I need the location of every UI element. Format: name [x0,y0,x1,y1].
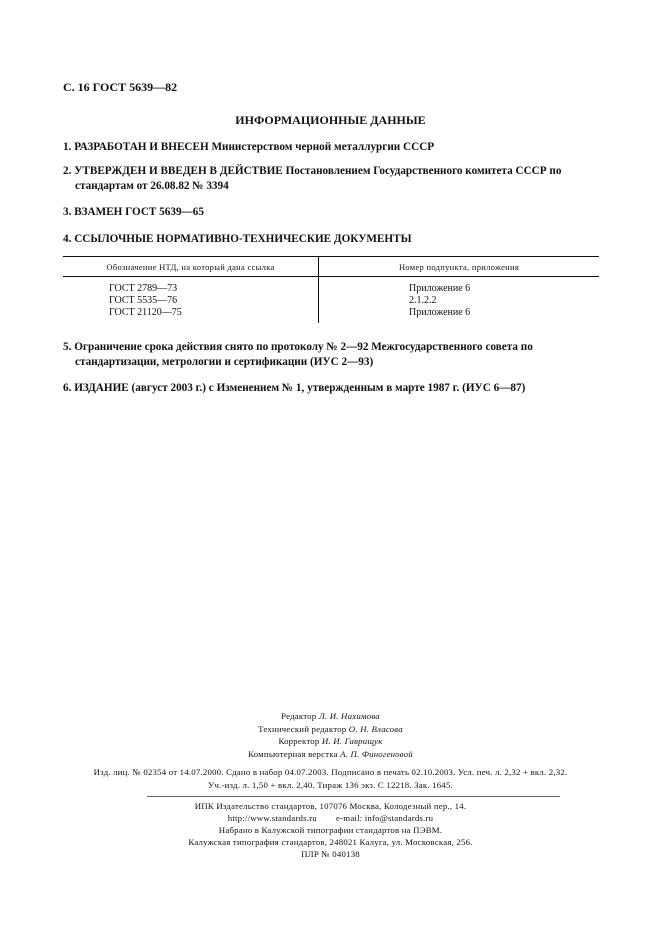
doc-ref-2: ГОСТ 5535—76 [109,295,178,306]
publisher-line-5: ПЛР № 040138 [301,849,360,859]
table-header-row [63,257,599,277]
credit-editor [0,710,661,723]
info-item-1-text: Министерством черной металлургии СССР [211,141,435,153]
document-cell [63,277,319,324]
info-item-5: 5. Ограничение срока действия снято по протоколу № 2—92 Межгосударственного совета по стандартизации, метрологии и сертификации (ИУС 2—93) [63,341,533,368]
info-item-2-label: 2. УТВЕРЖДЕН И ВВЕДЕН В ДЕЙСТВИЕ [63,165,283,177]
credit-layout-name: А. П. Финогеновой [340,748,413,759]
print-info-line-2: Уч.-изд. л. 1,50 + вкл. 2,40. Тираж 136 экз. С 12218. Зак. 1645. [208,779,453,790]
column-header-clause: Номер подпункта, приложения [319,257,600,277]
info-item-1-label: 1. РАЗРАБОТАН И ВНЕСЕН [63,141,209,153]
credit-corrector-role: Корректор [278,736,320,746]
clause-cell [319,277,600,324]
document-title: ИНФОРМАЦИОННЫЕ ДАННЫЕ [235,113,426,127]
info-item-1 [63,140,434,155]
info-item-3: 3. ВЗАМЕН ГОСТ 5639—65 [63,206,204,218]
column-header-document: Обозначение НТД, на который дана ссылка [63,257,319,277]
credit-corrector [0,735,661,748]
clause-ref-3: Приложение 6 [409,307,471,318]
credit-tech-editor [0,723,661,736]
publisher-line-2: http://www.standards.ru e-mail: info@standards.ru [227,813,434,823]
reference-documents-table [63,256,599,323]
credit-layout-role: Компьютерная верстка [248,748,338,759]
info-item-4: 4. ССЫЛОЧНЫЕ НОРМАТИВНО-ТЕХНИЧЕСКИЕ ДОКУМЕНТЫ [63,233,412,245]
doc-ref-3: ГОСТ 21120—75 [109,307,182,318]
publisher-block [0,800,661,860]
print-info-block [0,766,661,791]
info-item-2-text: Постановлением Государственного комитета СССР по стандартам от 26.08.82 № 3394 [75,165,562,192]
clause-ref-2: 2.1.2.2 [409,295,437,306]
page-header: С. 16 ГОСТ 5639—82 [63,80,178,94]
info-item-6: 6. ИЗДАНИЕ (август 2003 г.) с Изменением № 1, утвержденным в марте 1987 г. (ИУС 6—87) [63,382,526,394]
publisher-line-1: ИПК Издательство стандартов, 107076 Москва, Колодезный пер., 14. [194,801,467,811]
credit-editor-name: Л. И. Нахимова [318,711,380,721]
clause-ref-1: Приложение 6 [409,283,471,294]
credit-layout [0,748,661,761]
credits-block [0,710,661,760]
info-item-2 [63,164,615,194]
divider-line [147,796,560,797]
doc-ref-1: ГОСТ 2789—73 [109,283,178,294]
table-row [63,277,599,324]
credit-editor-role: Редактор [281,711,317,721]
credit-tech-name: О. Н. Власова [348,723,403,734]
credit-tech-role: Технический редактор [258,723,347,734]
publisher-line-4: Калужская типография стандартов, 248021 Калуга, ул. Московская, 256. [188,837,473,847]
credit-corrector-name: И. И. Гаврищук [321,736,383,746]
print-info-line-1: Изд. лиц. № 02354 от 14.07.2000. Сдано в набор 04.07.2003. Подписано в печать 02.10.2003. Усл. печ. л. 2,32 + вкл. 2,32. [93,767,568,777]
publisher-line-3: Набрано в Калужской типографии стандартов на ПЭВМ. [218,825,443,835]
